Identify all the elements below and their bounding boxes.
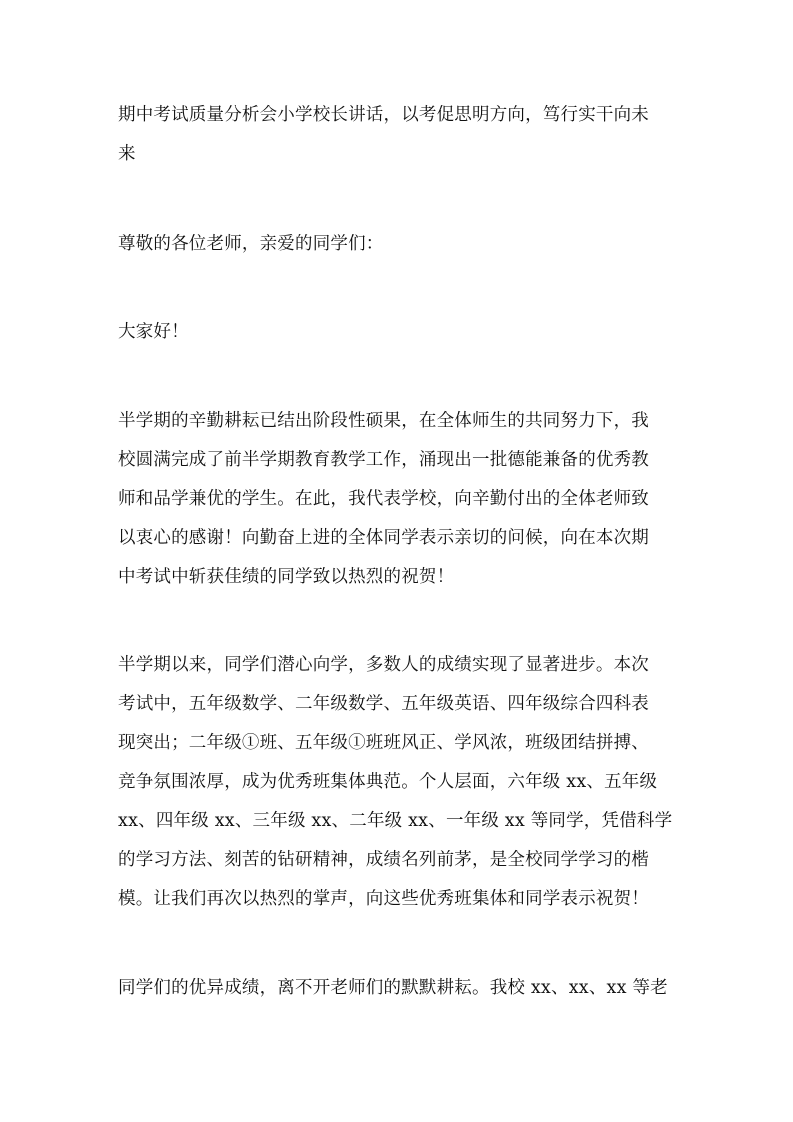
paragraph-1-line: 校圆满完成了前半学期教育教学工作，涌现出一批德能兼备的优秀教	[118, 450, 649, 470]
paragraph-2-line: 考试中，五年级数学、二年级数学、五年级英语、四年级综合四科表	[118, 694, 649, 714]
paragraph-2-line: 现突出；二年级①班、五年级①班班风正、学风浓，班级团结拼搏、	[118, 733, 649, 753]
title-line-2: 来	[118, 144, 136, 164]
paragraph-2-line: 模。让我们再次以热烈的掌声，向这些优秀班集体和同学表示祝贺！	[118, 889, 649, 909]
paragraph-1-line: 中考试中斩获佳绩的同学致以热烈的祝贺！	[118, 567, 455, 587]
paragraph-1-line: 半学期的辛勤耕耘已结出阶段性硕果，在全体师生的共同努力下，我	[118, 411, 649, 431]
greeting: 大家好！	[118, 322, 189, 342]
salutation: 尊敬的各位老师，亲爱的同学们：	[118, 234, 384, 254]
paragraph-1-line: 师和品学兼优的学生。在此，我代表学校，向辛勤付出的全体老师致	[118, 489, 649, 509]
paragraph-1-line: 以衷心的感谢！向勤奋上进的全体同学表示亲切的问候，向在本次期	[118, 528, 649, 548]
paragraph-2-line: 竞争氛围浓厚，成为优秀班集体典范。个人层面，六年级 xx、五年级	[118, 772, 658, 792]
paragraph-2-line: 半学期以来，同学们潜心向学，多数人的成绩实现了显著进步。本次	[118, 655, 649, 675]
paragraph-2-line: 的学习方法、刻苦的钻研精神，成绩名列前茅，是全校同学学习的楷	[118, 850, 649, 870]
title-line-1: 期中考试质量分析会小学校长讲话，以考促思明方向，笃行实干向未	[118, 105, 649, 125]
paragraph-2-line: xx、四年级 xx、三年级 xx、二年级 xx、一年级 xx 等同学，凭借科学	[118, 811, 673, 831]
paragraph-3-line: 同学们的优异成绩，离不开老师们的默默耕耘。我校 xx、xx、xx 等老	[118, 978, 668, 998]
